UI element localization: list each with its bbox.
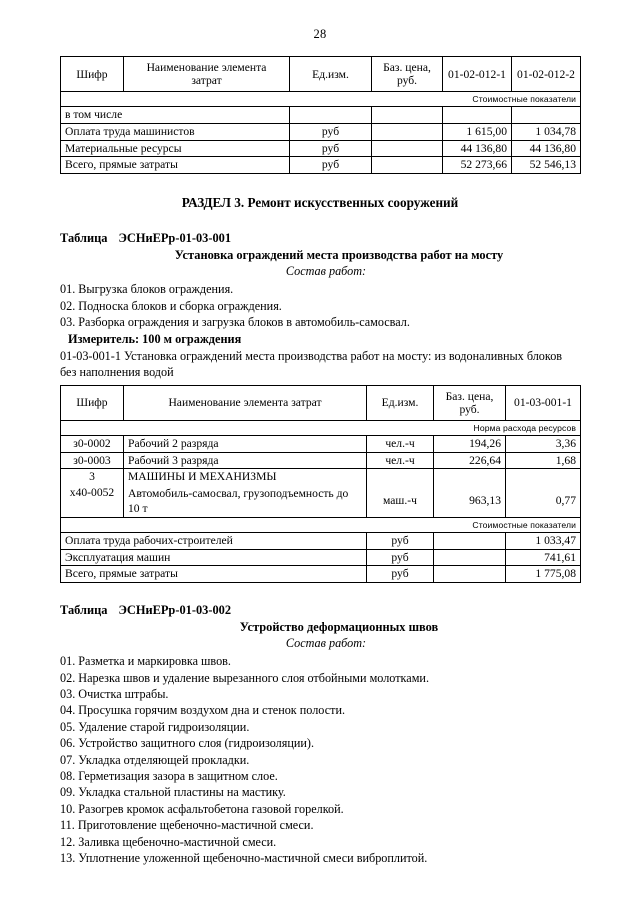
header-unit: Ед.изм. (367, 385, 434, 420)
table-row (61, 452, 581, 469)
row-base-price (372, 124, 443, 141)
list-item: 10. Разогрев кромок асфальтобетона газовой горелкой. (60, 801, 344, 816)
group-code: 3 (61, 469, 124, 485)
row-unit: руб (290, 124, 372, 141)
table-row (61, 485, 581, 518)
row-base-price (372, 140, 443, 157)
list-item: 13. Уплотнение уложенной щебеночно-мастичной смеси виброплитой. (60, 850, 428, 865)
row-value-1: 1,68 (506, 452, 581, 469)
table-row-machines-group (61, 469, 581, 485)
group-unit (367, 469, 434, 485)
row-name: Оплата труда рабочих-строителей (61, 533, 367, 550)
row-name: в том числе (61, 107, 290, 124)
table-caption-label: Таблица (60, 603, 108, 618)
row-base-price (434, 566, 506, 583)
works-list-01-03-001 (60, 281, 580, 330)
row-name: Автомобиль-самосвал, грузоподъемность до 10 т (124, 485, 367, 518)
group-base-price (434, 469, 506, 485)
header-column-01-03-001-1: 01-03-001-1 (506, 385, 581, 420)
row-value-1: 1 775,08 (506, 566, 581, 583)
costs-table-01-02-012 (60, 56, 581, 174)
list-item: 03. Очистка штрабы. (60, 686, 169, 701)
header-code: Шифр (61, 385, 124, 420)
row-value-2: 1 034,78 (512, 124, 581, 141)
list-item: 08. Герметизация зазора в защитном слое. (60, 768, 278, 783)
row-name: Рабочий 2 разряда (124, 435, 367, 452)
list-item: 03. Разборка ограждения и загрузка блоков в автомобиль-самосвал. (60, 314, 410, 329)
row-value-1: 3,36 (506, 435, 581, 452)
list-item: 01. Выгрузка блоков ограждения. (60, 282, 234, 297)
row-base-price: 194,26 (434, 435, 506, 452)
table-row (61, 124, 581, 141)
row-base-price (372, 107, 443, 124)
row-value-1 (443, 107, 512, 124)
row-unit: руб (290, 140, 372, 157)
table-caption-label: Таблица (60, 231, 108, 246)
list-item: 12. Заливка щебеночно-мастичной смеси. (60, 834, 277, 849)
list-item: 07. Укладка отделяющей прокладки. (60, 752, 250, 767)
banner-row-resource-norm (61, 420, 581, 435)
row-value-1: 0,77 (506, 485, 581, 518)
table-title-01-03-001: Установка ограждений места производства работ на мосту (174, 248, 504, 263)
header-code: Шифр (61, 57, 124, 92)
header-base-price: Баз. цена, руб. (434, 385, 506, 420)
row-code: з0-0002 (61, 435, 124, 452)
row-unit: чел.-ч (367, 435, 434, 452)
section-heading: РАЗДЕЛ 3. Ремонт искусственных сооружений (181, 195, 459, 211)
header-base-price: Баз. цена, руб. (372, 57, 443, 92)
list-item: 02. Подноска блоков и сборка ограждения. (60, 298, 282, 313)
row-value-2 (512, 107, 581, 124)
row-base-price (434, 533, 506, 550)
table-row (61, 435, 581, 452)
header-name: Наименование элемента затрат (124, 57, 290, 92)
row-unit (290, 107, 372, 124)
header-name: Наименование элемента затрат (124, 385, 367, 420)
page-number: 28 (313, 27, 327, 41)
table-header (61, 385, 581, 420)
group-value-1 (506, 469, 581, 485)
row-unit: руб (367, 533, 434, 550)
row-base-price: 963,13 (434, 485, 506, 518)
table-title-01-03-002: Устройство деформационных швов (239, 620, 439, 635)
works-label-01-03-001: Состав работ: (285, 264, 367, 279)
row-value-1: 1 033,47 (506, 533, 581, 550)
list-item: 05. Удаление старой гидроизоляции. (60, 719, 250, 734)
resources-table-01-03-001 (60, 385, 581, 584)
list-item: 01. Разметка и маркировка швов. (60, 654, 231, 669)
banner-row-cost-indicators (61, 518, 581, 533)
table-row (61, 157, 581, 174)
header-unit: Ед.изм. (290, 57, 372, 92)
banner-label: Стоимостные показатели (61, 518, 581, 533)
table-row (61, 549, 581, 566)
row-value-2: 44 136,80 (512, 140, 581, 157)
header-column-01-02-012-2: 01-02-012-2 (512, 57, 581, 92)
table-caption-code: ЭСНиЕРр-01-03-001 (118, 231, 232, 246)
list-item: 02. Нарезка швов и удаление вырезанного слоя отбойными молотками. (60, 670, 429, 685)
works-label-01-03-002: Состав работ: (285, 636, 367, 651)
table-header (61, 57, 581, 92)
table-row (61, 566, 581, 583)
row-name: Всего, прямые затраты (61, 157, 290, 174)
table-row (61, 140, 581, 157)
banner-row-cost-indicators (61, 92, 581, 107)
row-name: Эксплуатация машин (61, 549, 367, 566)
row-value-1: 52 273,66 (443, 157, 512, 174)
row-base-price (372, 157, 443, 174)
works-list-01-03-002 (60, 653, 580, 866)
row-unit: руб (290, 157, 372, 174)
row-unit: маш.-ч (367, 485, 434, 518)
row-name: Оплата труда машинистов (61, 124, 290, 141)
row-value-1: 1 615,00 (443, 124, 512, 141)
row-name: Материальные ресурсы (61, 140, 290, 157)
list-item: 04. Просушка горячим воздухом дна и стенок полости. (60, 703, 346, 718)
banner-label: Стоимостные показатели (61, 92, 581, 107)
row-unit: руб (367, 566, 434, 583)
row-value-2: 52 546,13 (512, 157, 581, 174)
measure-unit-01-03-001: Измеритель: 100 м ограждения (68, 332, 242, 347)
header-column-01-02-012-1: 01-02-012-1 (443, 57, 512, 92)
row-base-price: 226,64 (434, 452, 506, 469)
row-code: з0-0003 (61, 452, 124, 469)
table-caption-code: ЭСНиЕРр-01-03-002 (118, 603, 232, 618)
list-item: 11. Приготовление щебеночно-мастичной смеси. (60, 818, 314, 833)
row-code: х40-0052 (61, 485, 124, 518)
row-name: Всего, прямые затраты (61, 566, 367, 583)
row-unit: руб (367, 549, 434, 566)
row-value-1: 44 136,80 (443, 140, 512, 157)
table-row (61, 107, 581, 124)
banner-label: Норма расхода ресурсов (61, 420, 581, 435)
table-caption-01-03-002 (60, 603, 580, 618)
table-row (61, 533, 581, 550)
table-caption-01-03-001 (60, 231, 580, 246)
row-base-price (434, 549, 506, 566)
group-name: МАШИНЫ И МЕХАНИЗМЫ (124, 469, 367, 485)
row-unit: чел.-ч (367, 452, 434, 469)
list-item: 06. Устройство защитного слоя (гидроизоляции). (60, 736, 315, 751)
list-item: 09. Укладка стальной пластины на мастику. (60, 785, 286, 800)
row-value-1: 741,61 (506, 549, 581, 566)
resource-description-01-03-001: 01-03-001-1 Установка ограждений места производства работ на мосту: из водоналивных блоков без наполнения водой (60, 349, 563, 379)
row-name: Рабочий 3 разряда (124, 452, 367, 469)
